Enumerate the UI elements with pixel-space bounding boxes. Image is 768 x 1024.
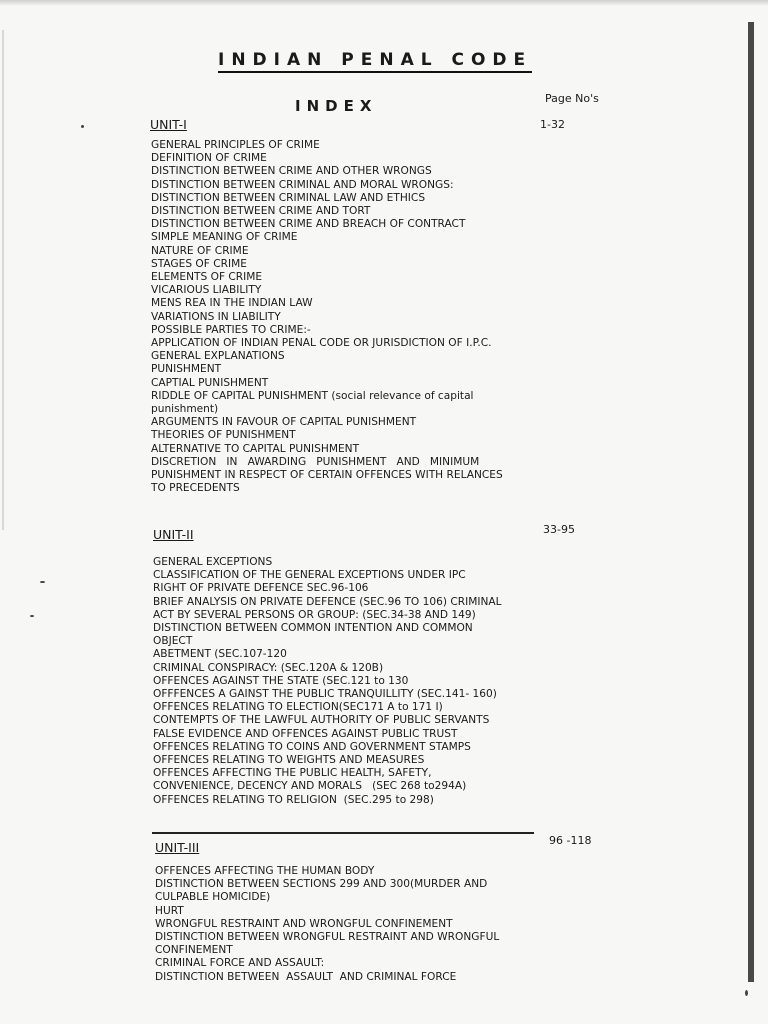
index-entry: OBJECT <box>153 635 193 648</box>
index-entry: GENERAL PRINCIPLES OF CRIME <box>151 139 320 151</box>
index-entry: punishment) <box>151 403 219 416</box>
scan-speck <box>40 581 45 583</box>
index-entry: FALSE EVIDENCE AND OFFENCES AGAINST PUBLIC TRUST <box>153 727 458 740</box>
scan-edge-top <box>0 0 768 6</box>
index-entry: DISTINCTION BETWEEN CRIMINAL LAW AND ETHICS <box>151 191 426 204</box>
unit-2-page-range: 33-95 <box>543 523 575 536</box>
unit-1-page-range: 1-32 <box>540 118 565 131</box>
index-entry: OFFENCES RELATING TO WEIGHTS AND MEASURES <box>153 754 425 767</box>
unit-2-heading: UNIT-II <box>153 527 194 542</box>
index-entry: STAGES OF CRIME <box>151 257 247 270</box>
index-entry: ALTERNATIVE TO CAPITAL PUNISHMENT <box>151 442 360 455</box>
index-entry: DISCRETION IN AWARDING PUNISHMENT AND MINIMUM <box>151 455 480 468</box>
index-entry: SIMPLE MEANING OF CRIME <box>151 231 298 244</box>
index-entry: CONTEMPTS OF THE LAWFUL AUTHORITY OF PUBLIC SERVANTS <box>153 714 490 727</box>
index-entry: OFFENCES AFFECTING THE PUBLIC HEALTH, SAFETY, <box>153 767 432 780</box>
index-entry: VARIATIONS IN LIABILITY <box>151 310 281 323</box>
unit-1-topic-list <box>151 139 503 495</box>
index-entry: OFFFENCES A GAINST THE PUBLIC TRANQUILLITY (SEC.141- 160) <box>153 688 497 701</box>
index-entry: OFFENCES RELATING TO ELECTION(SEC171 A to 171 I) <box>153 701 443 714</box>
index-entry: DISTINCTION BETWEEN ASSAULT AND CRIMINAL FORCE <box>155 970 457 983</box>
index-entry: DISTINCTION BETWEEN WRONGFUL RESTRAINT AND WRONGFUL <box>155 931 500 944</box>
index-entry: TO PRECEDENTS <box>151 482 240 495</box>
index-entry: PUNISHMENT IN RESPECT OF CERTAIN OFFENCES WITH RELANCES <box>151 469 503 482</box>
index-entry: NATURE OF CRIME <box>151 244 249 257</box>
unit-3-divider-line <box>152 832 534 834</box>
index-entry: DEFINITION OF CRIME <box>151 152 267 165</box>
scan-speck <box>30 615 34 617</box>
index-entry: ABETMENT (SEC.107-120 <box>153 648 287 661</box>
document-title: INDIAN PENAL CODE <box>218 50 532 73</box>
unit-1-heading: UNIT-I <box>150 117 187 132</box>
index-entry: POSSIBLE PARTIES TO CRIME:- <box>151 323 311 336</box>
index-entry: CRIMINAL CONSPIRACY: (SEC.120A & 120B) <box>153 661 384 674</box>
scan-speck <box>81 125 84 128</box>
index-entry: CLASSIFICATION OF THE GENERAL EXCEPTIONS UNDER IPC <box>153 569 466 582</box>
index-entry: VICARIOUS LIABILITY <box>151 284 262 297</box>
index-entry: OFFENCES AFFECTING THE HUMAN BODY <box>155 865 375 877</box>
index-entry: GENERAL EXCEPTIONS <box>153 556 273 568</box>
index-entry: WRONGFUL RESTRAINT AND WRONGFUL CONFINEMENT <box>155 917 453 930</box>
scan-edge-right <box>748 22 754 982</box>
page-number-column-header: Page No's <box>545 92 599 105</box>
index-entry: MENS REA IN THE INDIAN LAW <box>151 297 313 310</box>
index-entry: CRIMINAL FORCE AND ASSAULT: <box>155 957 325 970</box>
index-entry: DISTINCTION BETWEEN CRIMINAL AND MORAL WRONGS: <box>151 178 454 191</box>
index-entry: ELEMENTS OF CRIME <box>151 271 263 284</box>
index-entry: DISTINCTION BETWEEN SECTIONS 299 AND 300(MURDER AND <box>155 878 488 891</box>
index-entry: BRIEF ANALYSIS ON PRIVATE DEFENCE (SEC.96 TO 106) CRIMINAL <box>153 595 502 608</box>
index-entry: CAPTIAL PUNISHMENT <box>151 376 269 389</box>
index-entry: DISTINCTION BETWEEN COMMON INTENTION AND COMMON <box>153 622 473 635</box>
index-entry: HURT <box>155 904 184 917</box>
index-entry: THEORIES OF PUNISHMENT <box>151 429 296 442</box>
index-entry: DISTINCTION BETWEEN CRIME AND OTHER WRONGS <box>151 165 432 178</box>
scan-speck <box>745 990 748 996</box>
index-entry: DISTINCTION BETWEEN CRIME AND BREACH OF CONTRACT <box>151 218 466 231</box>
index-entry: RIGHT OF PRIVATE DEFENCE SEC.96-106 <box>153 582 369 595</box>
index-entry: CONVENIENCE, DECENCY AND MORALS (SEC 268 to294A) <box>153 780 467 793</box>
index-entry: ACT BY SEVERAL PERSONS OR GROUP: (SEC.34-38 AND 149) <box>153 608 476 621</box>
index-entry: ARGUMENTS IN FAVOUR OF CAPITAL PUNISHMENT <box>151 416 417 429</box>
index-entry: DISTINCTION BETWEEN CRIME AND TORT <box>151 205 371 218</box>
unit-2-topic-list <box>153 556 502 807</box>
scan-edge-left <box>2 30 4 530</box>
index-entry: APPLICATION OF INDIAN PENAL CODE OR JURISDICTION OF I.P.C. <box>151 337 492 350</box>
index-entry: OFFENCES AGAINST THE STATE (SEC.121 to 130 <box>153 674 409 687</box>
index-entry: GENERAL EXPLANATIONS <box>151 350 285 363</box>
unit-3-page-range: 96 -118 <box>549 834 592 847</box>
index-entry: OFFENCES RELATING TO RELIGION (SEC.295 to 298) <box>153 793 434 806</box>
index-entry: PUNISHMENT <box>151 363 222 376</box>
index-entry: RIDDLE OF CAPITAL PUNISHMENT (social relevance of capital <box>151 389 474 402</box>
index-entry: CULPABLE HOMICIDE) <box>155 891 271 904</box>
unit-3-heading: UNIT-III <box>155 840 200 855</box>
index-entry: CONFINEMENT <box>155 944 233 957</box>
index-entry: OFFENCES RELATING TO COINS AND GOVERNMENT STAMPS <box>153 740 471 753</box>
index-title: INDEX <box>295 97 378 115</box>
unit-3-topic-list <box>155 865 499 984</box>
